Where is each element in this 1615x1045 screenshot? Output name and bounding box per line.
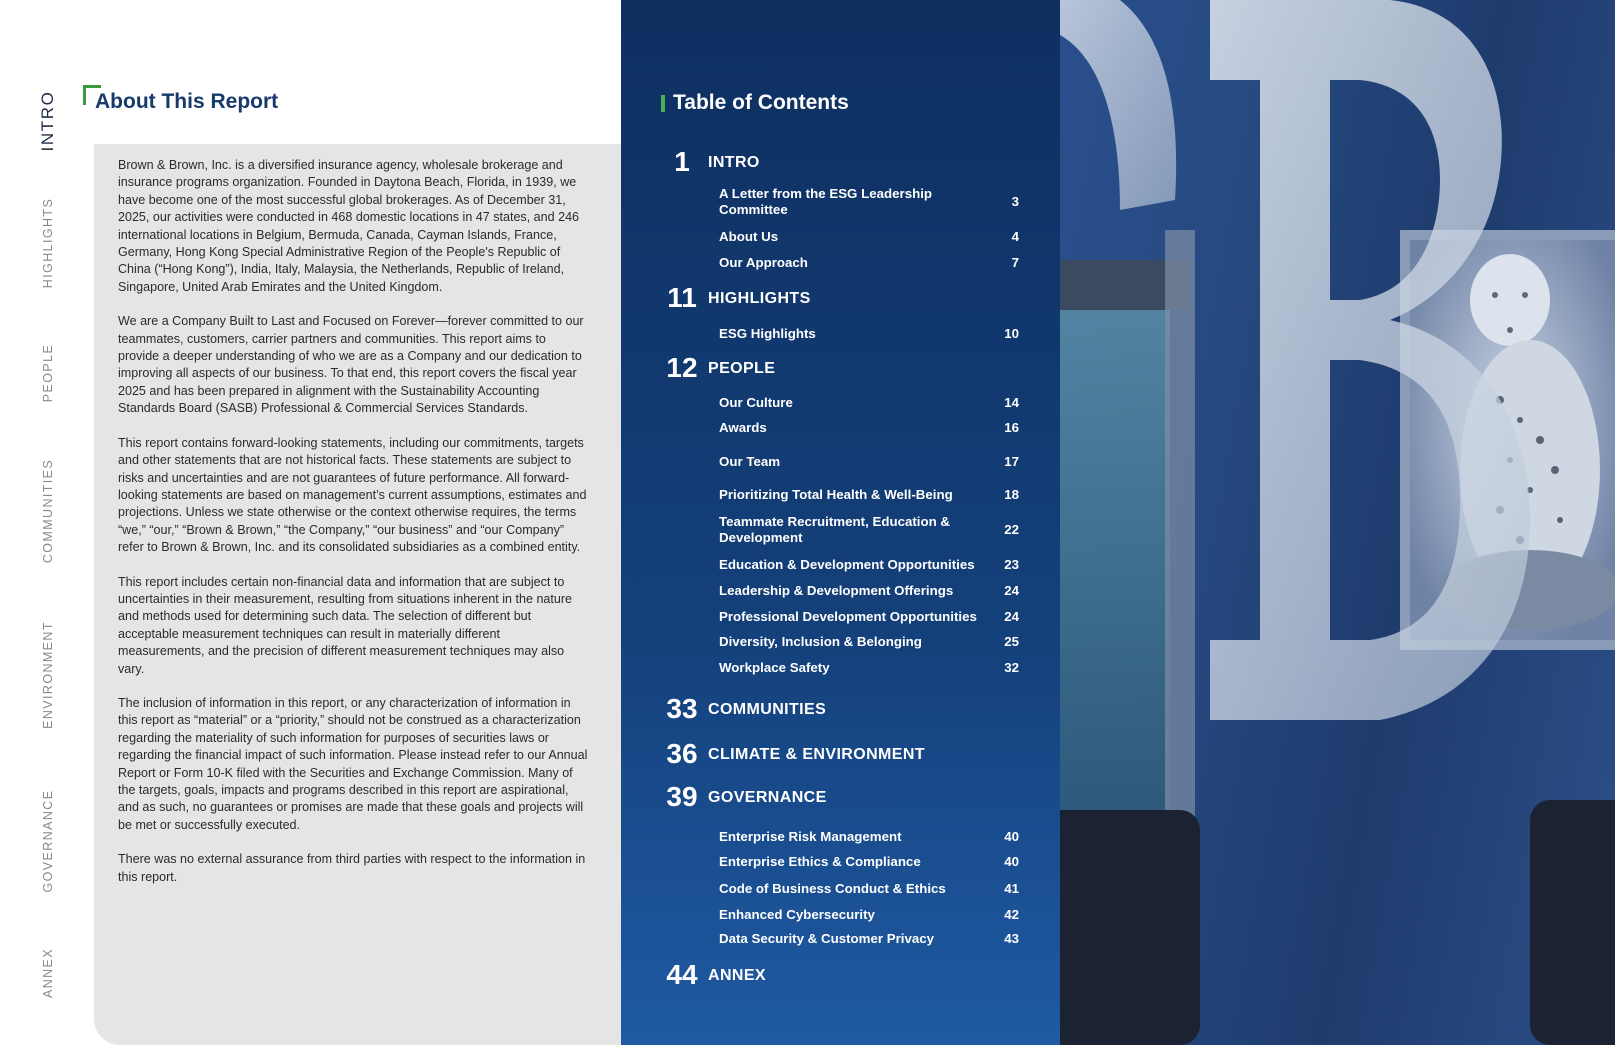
- title-accent-bar: [661, 95, 665, 112]
- toc-item-page: 22: [1004, 522, 1019, 537]
- section-label: INTRO: [708, 154, 760, 171]
- toc-item[interactable]: [719, 255, 1019, 271]
- toc-section-annex[interactable]: [621, 958, 1060, 998]
- toc-item-label: Code of Business Conduct & Ethics: [719, 881, 946, 896]
- toc-item-page: 24: [1004, 583, 1019, 598]
- side-tab-communities[interactable]: COMMUNITIES: [41, 458, 55, 564]
- toc-item-page: 43: [1004, 931, 1019, 946]
- side-tab-highlights[interactable]: HIGHLIGHTS: [41, 197, 55, 289]
- toc-item-page: 23: [1004, 557, 1019, 572]
- toc-item-label: Teammate Recruitment, Education & Development: [719, 514, 951, 545]
- toc-item-label: Enhanced Cybersecurity: [719, 907, 875, 922]
- section-label: CLIMATE & ENVIRONMENT: [708, 746, 925, 763]
- toc-item[interactable]: [719, 931, 1019, 947]
- toc-section-climate-environment[interactable]: [621, 737, 1060, 777]
- toc-item-label: Workplace Safety: [719, 660, 830, 675]
- page-title: About This Report: [95, 90, 279, 113]
- side-tab-governance[interactable]: GOVERNANCE: [41, 789, 55, 893]
- office-photo: [1060, 0, 1615, 1045]
- toc-item[interactable]: [719, 907, 1019, 923]
- toc-item-label: Enterprise Ethics & Compliance: [719, 854, 921, 869]
- toc-section-intro[interactable]: [621, 145, 1060, 185]
- toc-item-page: 3: [1011, 194, 1019, 209]
- section-label: COMMUNITIES: [708, 701, 827, 718]
- toc-item[interactable]: [719, 660, 1019, 676]
- section-label: GOVERNANCE: [708, 789, 827, 806]
- section-number: 1: [674, 146, 690, 177]
- toc-section-highlights[interactable]: [621, 281, 1060, 321]
- about-body: [118, 157, 588, 903]
- paragraph: We are a Company Built to Last and Focused on Forever—forever committed to our teammates, customers, carrier partners and communities. This report aims to provide a deeper understanding of who we are as a Company and our dedication to improving all aspects of our business. To that end, this report covers the fiscal year 2025 and has been prepared in alignment with the Sustainability Accounting Standards Board (SASB) Professional & Commercial Services Standards.: [118, 314, 584, 416]
- section-label: PEOPLE: [708, 360, 776, 377]
- section-label: ANNEX: [708, 967, 767, 984]
- paragraph: This report includes certain non-financial data and information that are subject to uncertainties in their measurement, resulting from situations inherent in the nature and methods used for determining such data. The selection of different but acceptable measurement techniques can result in materially different measurements, and the precision of different measurement techniques may also vary.: [118, 574, 573, 676]
- toc-item[interactable]: [719, 454, 1019, 470]
- toc-item[interactable]: [719, 420, 1019, 436]
- toc-item-label: Enterprise Risk Management: [719, 829, 902, 844]
- toc-item-page: 4: [1011, 229, 1019, 244]
- toc-item[interactable]: [719, 583, 1019, 599]
- toc-section-people[interactable]: [621, 351, 1060, 391]
- section-number: 39: [666, 781, 698, 812]
- toc-item-page: 18: [1004, 487, 1019, 502]
- toc-item-label: Our Approach: [719, 255, 808, 270]
- toc-item-label: Diversity, Inclusion & Belonging: [719, 634, 922, 649]
- section-number: 36: [666, 738, 698, 769]
- toc-title: Table of Contents: [673, 91, 849, 114]
- toc-item[interactable]: [719, 229, 1019, 245]
- section-number: 33: [666, 693, 698, 724]
- toc-item-page: 14: [1004, 395, 1019, 410]
- toc-item-label: Professional Development Opportunities: [719, 609, 977, 624]
- side-tab-intro[interactable]: INTRO: [38, 90, 57, 152]
- section-label: HIGHLIGHTS: [708, 290, 811, 307]
- toc-item[interactable]: [719, 487, 1019, 503]
- toc-item[interactable]: [719, 395, 1019, 411]
- side-nav: [0, 0, 82, 1045]
- toc-item-label: A Letter from the ESG Leadership Committee: [719, 186, 933, 217]
- toc-item-label: Awards: [719, 420, 767, 435]
- toc-item-page: 40: [1004, 854, 1019, 869]
- toc-item[interactable]: [719, 829, 1019, 845]
- toc-item-page: 16: [1004, 420, 1019, 435]
- side-tab-annex[interactable]: ANNEX: [41, 947, 55, 999]
- toc-item[interactable]: [719, 634, 1019, 650]
- section-number: 12: [666, 352, 698, 383]
- toc-item-page: 17: [1004, 454, 1019, 469]
- toc-item[interactable]: [719, 557, 1019, 573]
- toc-item-label: ESG Highlights: [719, 326, 816, 341]
- toc-item[interactable]: [719, 514, 1019, 546]
- toc-item[interactable]: [719, 881, 1019, 897]
- paragraph: The inclusion of information in this report, or any characterization of information in this report as “material” or a “priority,” should not be construed as a characterization regarding the materiality of such information for purposes of securities laws or regarding the financial impact of such information. Please instead refer to our Annual Report or Form 10-K filed with the Securities and Exchange Commission. Many of the targets, goals, impacts and programs described in this report are aspirational, and as such, no guarantees or promises are made that these goals and projects will be met or successfully executed.: [118, 695, 588, 832]
- toc-item-label: Leadership & Development Offerings: [719, 583, 954, 598]
- toc-item-label: Prioritizing Total Health & Well-Being: [719, 487, 953, 502]
- photo-illustration: [1060, 0, 1615, 1045]
- toc-item-label: Education & Development Opportunities: [719, 557, 975, 572]
- toc-item-page: 25: [1004, 634, 1019, 649]
- side-tab-people[interactable]: PEOPLE: [41, 343, 55, 403]
- toc-item-page: 7: [1011, 255, 1019, 270]
- toc-item[interactable]: [719, 326, 1019, 342]
- toc-item-label: Our Culture: [719, 395, 793, 410]
- section-number: 11: [667, 282, 697, 313]
- toc-item[interactable]: [719, 609, 1019, 625]
- toc-section-communities[interactable]: [621, 692, 1060, 732]
- toc-item-page: 41: [1004, 881, 1019, 896]
- toc-section-governance[interactable]: [621, 780, 1060, 820]
- table-of-contents: [621, 0, 1060, 1045]
- toc-item-page: 10: [1004, 326, 1019, 341]
- toc-item-label: About Us: [719, 229, 779, 244]
- toc-item-label: Our Team: [719, 454, 781, 469]
- paragraph: There was no external assurance from third parties with respect to the information in this report.: [118, 852, 586, 884]
- section-number: 44: [666, 959, 698, 990]
- toc-item[interactable]: [719, 186, 1019, 218]
- toc-item-label: Data Security & Customer Privacy: [719, 931, 935, 946]
- toc-item-page: 24: [1004, 609, 1019, 624]
- paragraph: This report contains forward-looking statements, including our commitments, targets and other statements that are not historical facts. These statements are subject to risks and uncertainties and are not guarantees of future performance. All forward-looking statements are based on management’s current assumptions, estimates and projections. Unless we state otherwise or the context otherwise requires, the terms “we,” “our,” “Brown & Brown,” “the Company,” “our business” and “our Company” refer to Brown & Brown, Inc. and its consolidated subsidiaries as a combined entity.: [118, 435, 587, 555]
- paragraph: Brown & Brown, Inc. is a diversified insurance agency, wholesale brokerage and insurance programs organization. Founded in Daytona Beach, Florida, in 1939, we have become one of the most successful global brokerages. As of December 31, 2025, our activities were conducted in 468 domestic locations in 47 states, and 246 international locations in Belgium, Bermuda, Canada, Cayman Islands, France, Germany, Hong Kong Special Administrative Region of the People's Republic of China (“Hong Kong”), India, Italy, Malaysia, the Netherlands, Republic of Ireland, Singapore, United Arab Emirates and the United Kingdom.: [118, 158, 580, 294]
- toc-item-page: 40: [1004, 829, 1019, 844]
- toc-item[interactable]: [719, 854, 1019, 870]
- toc-item-page: 42: [1004, 907, 1019, 922]
- side-tab-environment[interactable]: ENVIRONMENT: [41, 621, 55, 729]
- toc-item-page: 32: [1004, 660, 1019, 675]
